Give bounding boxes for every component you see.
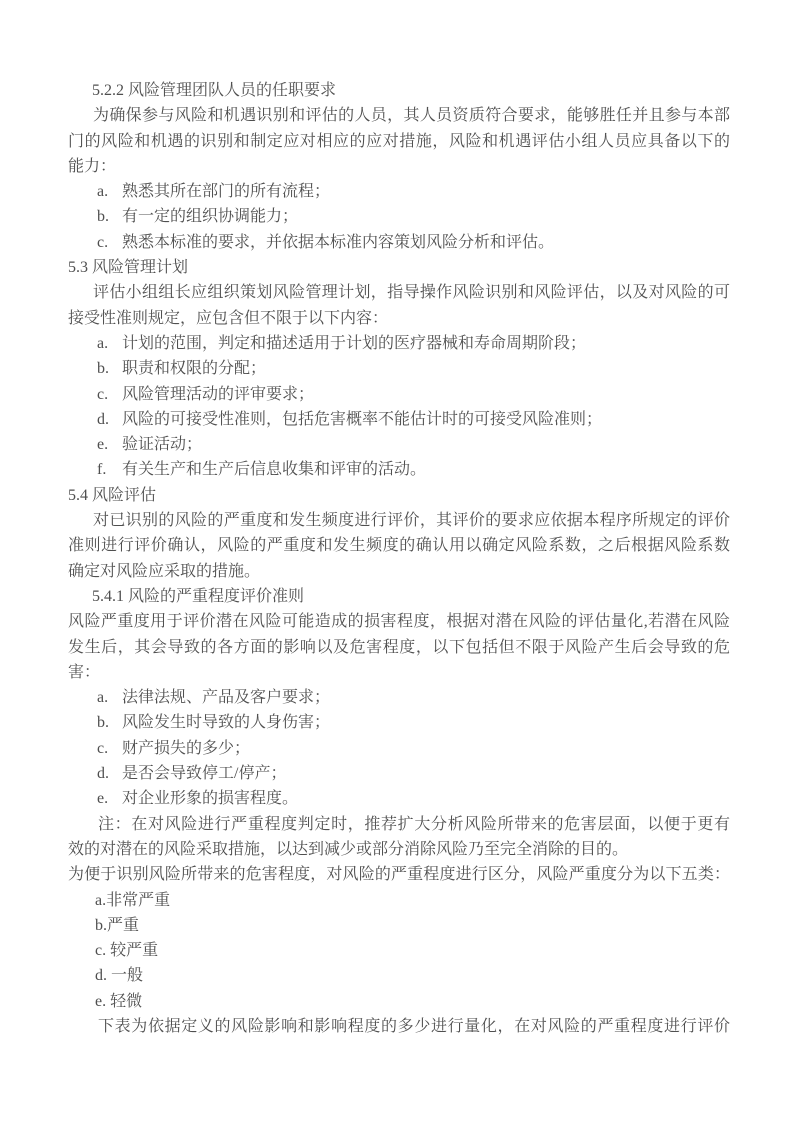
list-marker: e. <box>97 436 109 454</box>
paragraph-line: 下表为依据定义的风险影响和影响程度的多少进行量化，在对风险的严重程度进行评价 <box>98 1017 730 1035</box>
list-item <box>68 407 730 432</box>
list-item <box>68 382 730 407</box>
hazard-list <box>68 685 730 811</box>
paragraph-line: 发生后，其会导致的各方面的影响以及危害程度，以下包括但不限于风险产生后会导致的危 <box>68 638 730 656</box>
paragraph-line: 效的对潜在的风险采取措施，以达到减少或部分消除风险乃至完全消除的目的。 <box>68 840 629 858</box>
list-marker: a. <box>97 183 109 201</box>
list-item: a.非常严重 <box>95 891 171 909</box>
list-item-text: 职责和权限的分配； <box>122 360 267 378</box>
list-item <box>68 179 730 204</box>
heading-5-3: 5.3 风险管理计划 <box>68 259 189 277</box>
list-item-text: 风险的可接受性准则，包括危害概率不能估计时的可接受风险准则； <box>122 410 603 428</box>
list-item-text: 法律法规、产品及客户要求； <box>122 689 331 707</box>
paragraph-line: 门的风险和机遇的识别和制定应对相应的应对措施，风险和机遇评估小组人员应具备以下的 <box>68 132 730 150</box>
list-item <box>68 230 730 255</box>
list-item <box>68 204 730 229</box>
list-item-text: 财产损失的多少； <box>122 739 251 757</box>
paragraph-line: 对已识别的风险的严重度和发生频度进行评价，其评价的要求应依据本程序所规定的评价 <box>93 512 730 530</box>
list-marker: a. <box>97 334 109 352</box>
list-item: d. 一般 <box>95 967 144 985</box>
list-item: e. 轻微 <box>95 992 143 1010</box>
paragraph-line: 确定对风险应采取的措施。 <box>68 562 261 580</box>
severity-class-list <box>68 888 730 1014</box>
list-marker: d. <box>97 765 109 783</box>
capability-list <box>68 179 730 255</box>
list-item-text: 计划的范围，判定和描述适用于计划的医疗器械和寿命周期阶段； <box>122 334 587 352</box>
note-paragraph <box>68 812 730 863</box>
list-item-text: 是否会导致停工/停产； <box>122 765 287 783</box>
paragraph-severity-definition <box>68 609 730 685</box>
list-marker: f. <box>97 461 107 479</box>
paragraph-risk-plan <box>68 280 730 331</box>
paragraph-line: 风险严重度用于评价潜在风险可能造成的损害程度，根据对潜在风险的评估量化,若潜在风险 <box>68 613 730 631</box>
list-item <box>68 432 730 457</box>
paragraph-line: 评估小组组长应组织策划风险管理计划，指导操作风险识别和风险评估，以及对风险的可 <box>93 284 730 302</box>
list-item <box>68 710 730 735</box>
paragraph-team-qualification <box>68 103 730 179</box>
list-marker: b. <box>97 360 109 378</box>
list-item <box>68 356 730 381</box>
list-item-text: 对企业形象的损害程度。 <box>122 790 299 808</box>
list-item: c. 较严重 <box>95 942 159 960</box>
list-item-text: 有关生产和生产后信息收集和评审的活动。 <box>122 461 427 479</box>
list-marker: e. <box>97 790 109 808</box>
list-item <box>68 331 730 356</box>
list-item-text: 验证活动； <box>122 436 203 454</box>
paragraph-line: 为便于识别风险所带来的危害程度，对风险的严重程度进行区分，风险严重度分为以下五类： <box>68 866 730 884</box>
list-marker: b. <box>97 714 109 732</box>
document-body <box>68 78 730 1039</box>
paragraph-table-intro <box>68 1014 730 1039</box>
list-item <box>68 761 730 786</box>
list-marker: c. <box>97 739 109 757</box>
list-item <box>68 786 730 811</box>
list-item-text: 熟悉本标准的要求，并依据本标准内容策划风险分析和评估。 <box>122 233 555 251</box>
paragraph-line: 接受性准则规定，应包含但不限于以下内容： <box>68 309 389 327</box>
list-item-text: 有一定的组织协调能力； <box>122 208 299 226</box>
heading-5-4-1: 5.4.1 风险的严重程度评价准则 <box>92 587 305 605</box>
list-marker: a. <box>97 689 109 707</box>
list-item <box>68 685 730 710</box>
paragraph-severity-classes-intro <box>68 862 730 887</box>
list-marker: c. <box>97 385 109 403</box>
paragraph-line: 为确保参与风险和机遇识别和评估的人员，其人员资质符合要求，能够胜任并且参与本部 <box>93 107 730 125</box>
paragraph-line: 注：在对风险进行严重程度判定时，推荐扩大分析风险所带来的危害层面，以便于更有 <box>98 815 730 833</box>
paragraph-line: 害： <box>68 663 101 681</box>
plan-content-list <box>68 331 730 483</box>
paragraph-line: 准则进行评价确认，风险的严重度和发生频度的确认用以确定风险系数，之后根据风险系数 <box>68 537 730 555</box>
list-item: b.严重 <box>95 916 140 934</box>
list-item <box>68 736 730 761</box>
list-marker: c. <box>97 233 109 251</box>
list-item-text: 风险发生时导致的人身伤害； <box>122 714 331 732</box>
heading-5-4: 5.4 风险评估 <box>68 486 157 504</box>
list-marker: d. <box>97 410 109 428</box>
heading-5-2-2: 5.2.2 风险管理团队人员的任职要求 <box>92 82 337 99</box>
list-item <box>68 457 730 482</box>
paragraph-risk-evaluation <box>68 508 730 584</box>
paragraph-line: 能力： <box>68 157 117 175</box>
list-marker: b. <box>97 208 109 226</box>
list-item-text: 风险管理活动的评审要求； <box>122 385 315 403</box>
list-item-text: 熟悉其所在部门的所有流程； <box>122 183 331 201</box>
